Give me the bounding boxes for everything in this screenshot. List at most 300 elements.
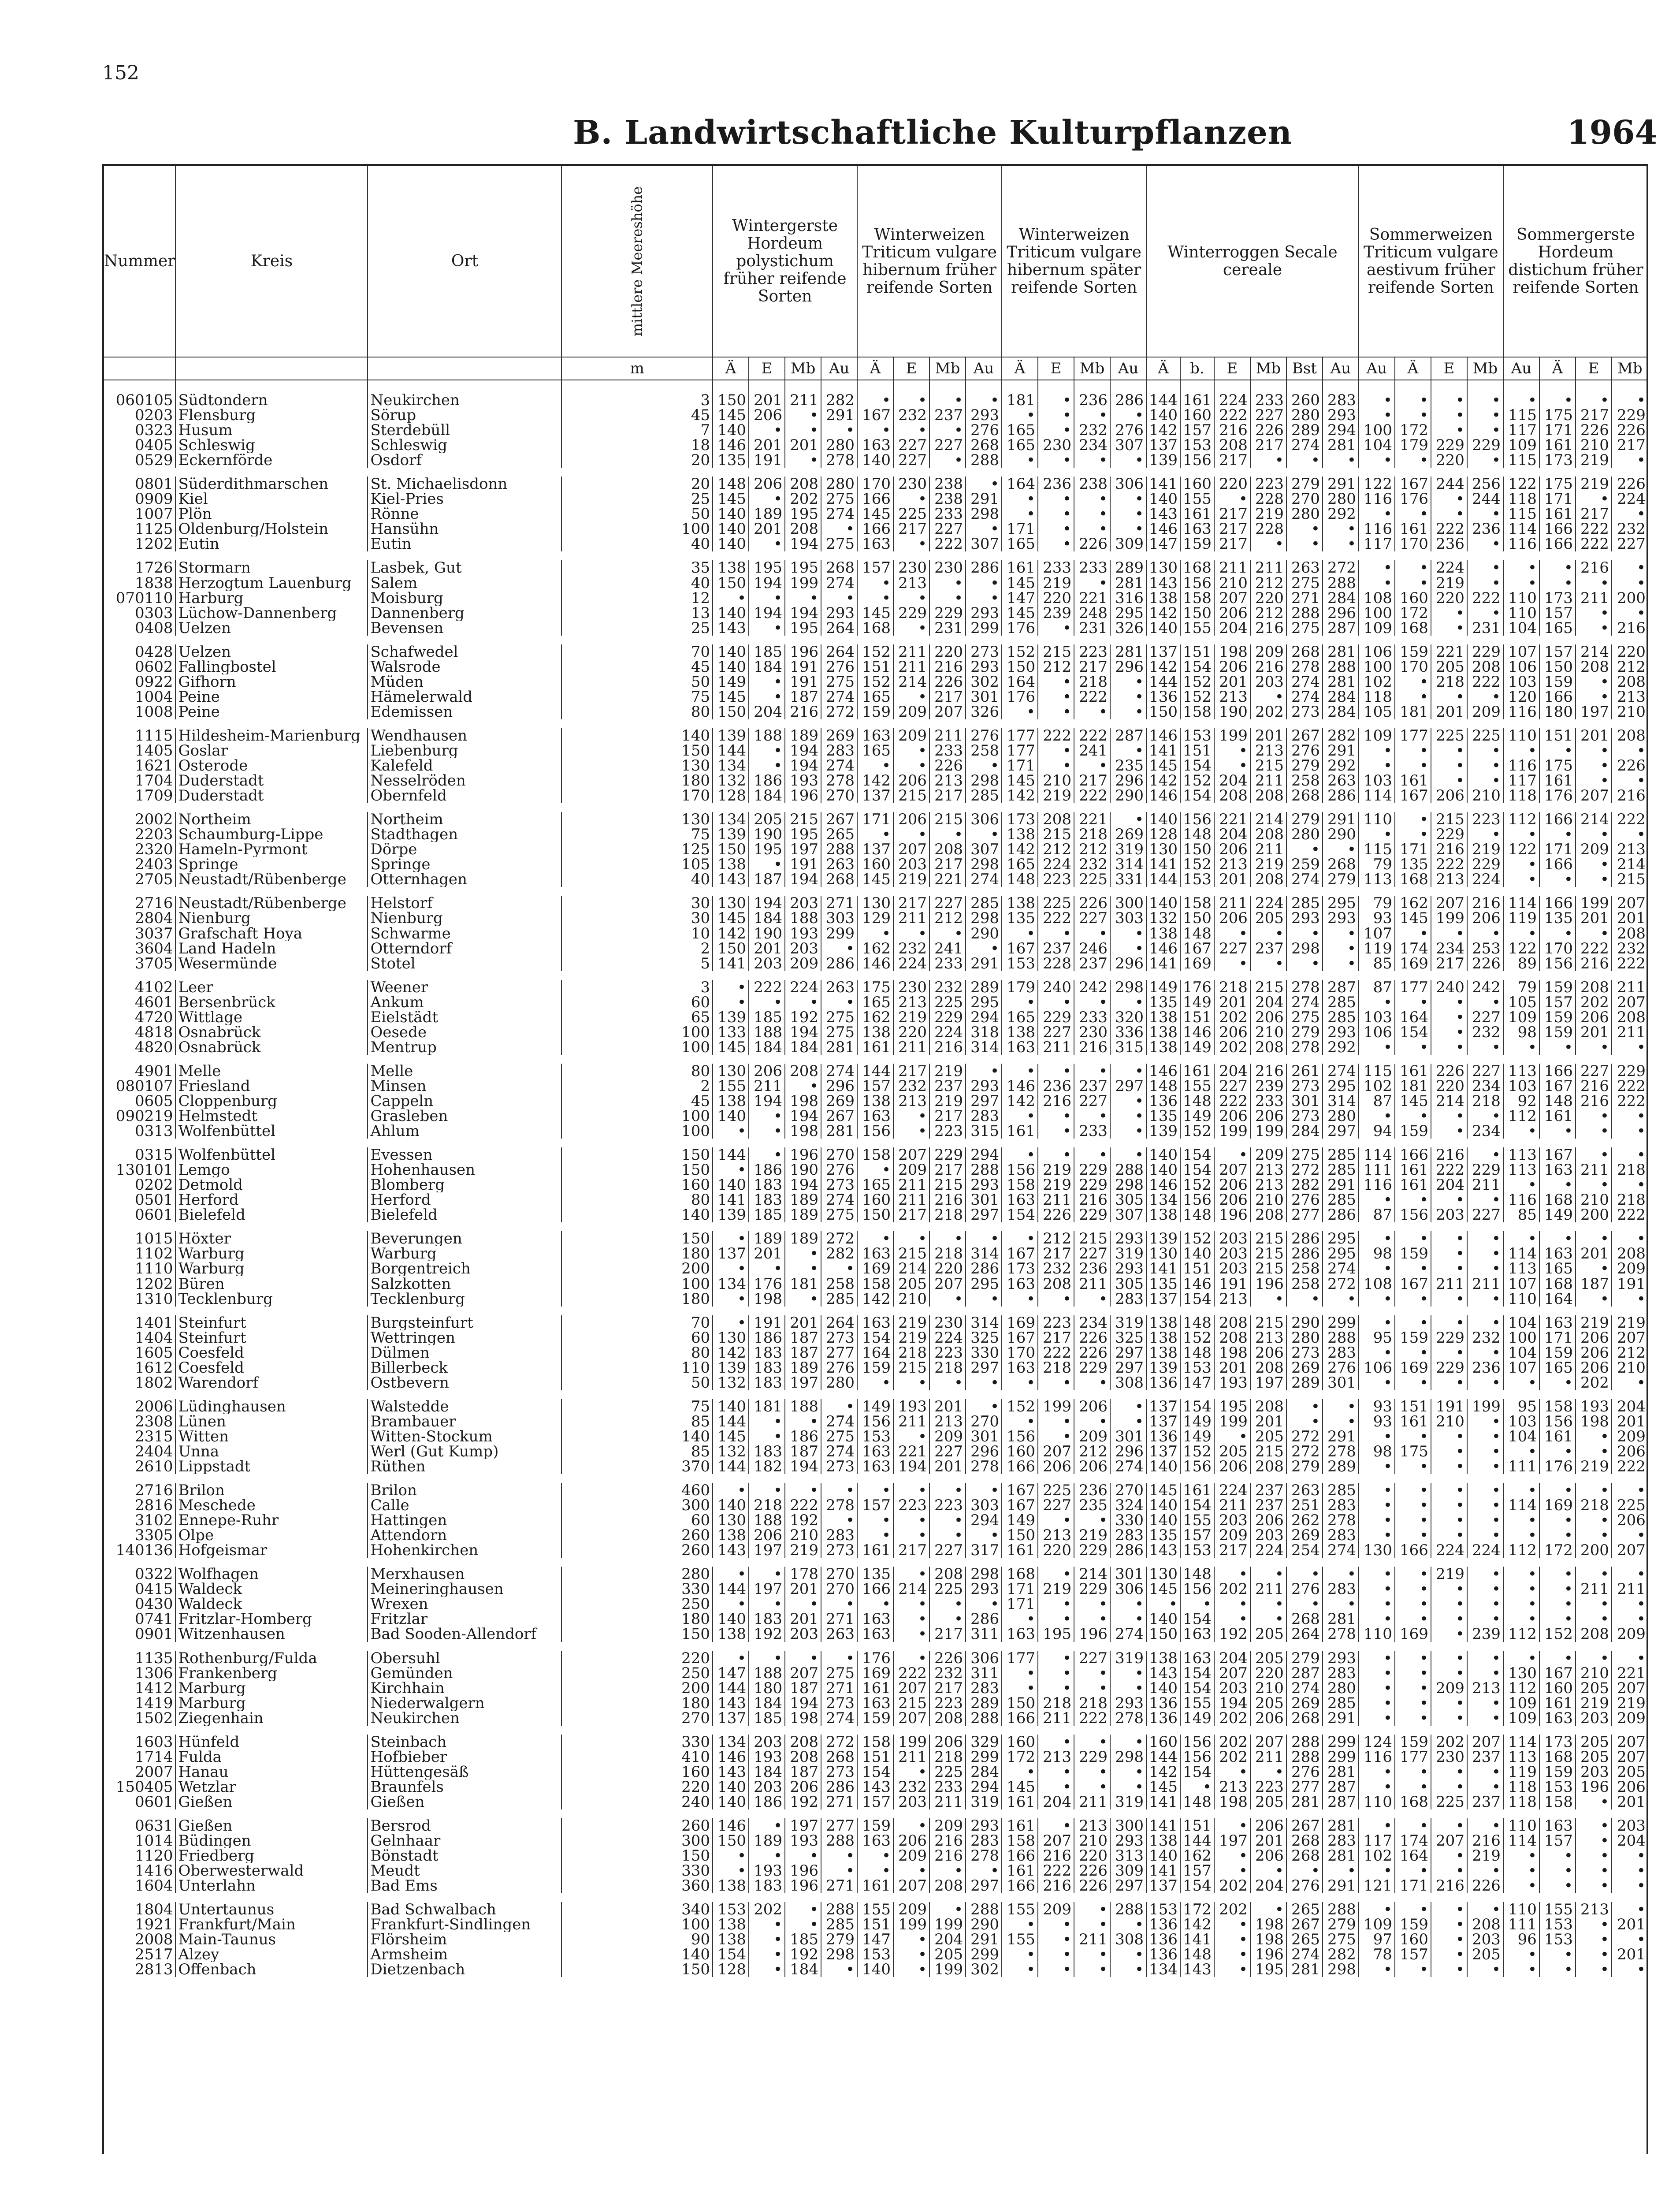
cell-value: 140 <box>1146 1147 1180 1162</box>
cell-value: 263 <box>1286 1483 1323 1498</box>
cell-kreis: Waldeck <box>175 1582 368 1597</box>
cell-value: • <box>1074 1612 1110 1627</box>
cell-value: • <box>1323 941 1359 956</box>
cell-value: 170 <box>1395 536 1431 551</box>
cell-value: 161 <box>1002 1863 1038 1878</box>
cell-value: 202 <box>1214 1711 1250 1726</box>
cell-kreis: Hanau <box>175 1765 368 1780</box>
cell-value: 211 <box>929 1794 966 1809</box>
cell-value: 198 <box>1214 644 1250 659</box>
cell-value: • <box>893 1932 929 1947</box>
cell-value: 109 <box>1503 1711 1539 1726</box>
cell-value: 230 <box>1431 1750 1467 1765</box>
cell-value: • <box>1467 1414 1503 1429</box>
cell-value: 112 <box>1503 1543 1539 1558</box>
cell-nummer: 090219 <box>115 1109 173 1124</box>
cell-value: 227 <box>929 896 966 911</box>
cell-value: 206 <box>1576 1010 1612 1025</box>
cell-value: 214 <box>893 1261 929 1276</box>
cell-value: 165 <box>1002 438 1038 453</box>
cell-value: • <box>1503 1040 1539 1055</box>
cell-hoehe: 70 <box>561 1315 713 1330</box>
cell-value: • <box>1431 773 1467 788</box>
cell-value: 194 <box>893 1459 929 1474</box>
cell-value: • <box>749 1818 785 1833</box>
cell-value: 196 <box>1250 1947 1286 1962</box>
cell-value: 225 <box>1074 872 1110 887</box>
cell-hoehe: 3 <box>561 980 713 995</box>
cell-value: 144 <box>713 1582 749 1597</box>
cell-value: 141 <box>1146 1863 1180 1878</box>
cell-value: 232 <box>893 1079 929 1094</box>
cell-value: • <box>1576 1917 1612 1932</box>
cell-value: 216 <box>1576 1094 1612 1109</box>
cell-value: 153 <box>1180 728 1214 743</box>
cell-value: • <box>1503 872 1539 887</box>
cell-value: 199 <box>893 1917 929 1932</box>
cell-value: 211 <box>1467 1276 1503 1291</box>
cell-value: 166 <box>1539 521 1576 536</box>
cell-value: 135 <box>1539 911 1576 926</box>
cell-value: 191 <box>785 857 821 872</box>
cell-value: 319 <box>1110 1315 1146 1330</box>
cell-value: • <box>893 1483 929 1498</box>
cell-value: • <box>1359 1696 1395 1711</box>
cell-value: 227 <box>1074 1651 1110 1666</box>
cell-value: • <box>1467 536 1503 551</box>
cell-value: 298 <box>1110 1177 1146 1192</box>
cell-value: • <box>1576 491 1612 506</box>
cell-value: 298 <box>966 911 1002 926</box>
cell-value: 119 <box>1503 1765 1539 1780</box>
cell-value: 201 <box>1250 1833 1286 1848</box>
cell-value: 163 <box>1539 1818 1576 1833</box>
cell-kreis: Hameln-Pyrmont <box>175 842 368 857</box>
cell-value: 208 <box>1250 872 1286 887</box>
cell-value: 121 <box>1359 1878 1395 1893</box>
cell-value: 150 <box>713 704 749 719</box>
cell-value: • <box>785 1292 821 1307</box>
table-row <box>104 1360 1648 1375</box>
cell-value: 222 <box>1612 1079 1648 1094</box>
cell-value: 151 <box>1180 1010 1214 1025</box>
cell-value: 149 <box>1002 1513 1038 1528</box>
cell-value: 238 <box>1074 477 1110 491</box>
cell-value: 171 <box>1539 842 1576 857</box>
cell-value: • <box>1074 1962 1110 1977</box>
table-row <box>104 1818 1648 1833</box>
cell-value: 217 <box>1214 453 1250 468</box>
cell-value: 204 <box>929 1932 966 1947</box>
cell-value: 228 <box>1250 521 1286 536</box>
cell-value: • <box>1110 689 1146 704</box>
table-row <box>104 926 1648 941</box>
cell-value: 222 <box>1038 1863 1074 1878</box>
cell-value: 207 <box>929 1276 966 1291</box>
cell-kreis: Land Hadeln <box>175 941 368 956</box>
cell-value: 193 <box>749 1750 785 1765</box>
cell-value: 213 <box>1612 689 1648 704</box>
table-row <box>104 1513 1648 1528</box>
cell-value: 186 <box>749 773 785 788</box>
cell-value: 195 <box>785 560 821 575</box>
cell-value: 87 <box>1359 1207 1395 1222</box>
cell-value: 277 <box>821 1345 857 1360</box>
cell-value: 235 <box>1074 1498 1110 1513</box>
cell-value: 191 <box>785 674 821 689</box>
cell-value: 217 <box>929 689 966 704</box>
cell-value: • <box>1359 1375 1395 1390</box>
cell-value: 156 <box>1395 1207 1431 1222</box>
cell-nummer: 3037 <box>134 926 173 941</box>
cell-value: 156 <box>1002 1429 1038 1444</box>
cell-value: 219 <box>1612 1696 1648 1711</box>
cell-value: 207 <box>1250 1735 1286 1750</box>
table-row <box>104 1962 1648 1977</box>
cell-value: 258 <box>1286 1276 1323 1291</box>
cell-value: 143 <box>713 1696 749 1711</box>
cell-value: • <box>1359 1902 1395 1917</box>
cell-kreis: Melle <box>175 1064 368 1079</box>
cell-value: 150 <box>1002 1696 1038 1711</box>
cell-value: 166 <box>857 521 893 536</box>
cell-value: 216 <box>1431 842 1467 857</box>
cell-value: 163 <box>857 1315 893 1330</box>
cell-value: 136 <box>1146 1932 1180 1947</box>
cell-value: 206 <box>1214 911 1250 926</box>
cell-value: • <box>1431 506 1467 521</box>
cell-value: 282 <box>1323 1947 1359 1962</box>
cell-value: • <box>1038 926 1074 941</box>
cell-value: 201 <box>929 1459 966 1474</box>
cell-value: 156 <box>1180 812 1214 827</box>
table-row <box>104 1696 1648 1711</box>
cell-value: • <box>966 1863 1002 1878</box>
cell-value: • <box>1002 1064 1038 1079</box>
cell-value: 146 <box>1180 1025 1214 1040</box>
cell-value: 307 <box>966 842 1002 857</box>
cell-value: • <box>1038 674 1074 689</box>
cell-value: 206 <box>1250 1345 1286 1360</box>
cell-value: 263 <box>1323 773 1359 788</box>
header-group-sommerweizen: Sommerweizen Triticum vulgare aestivum früher reifende Sorten <box>1359 166 1503 357</box>
cell-nummer: 4820 <box>134 1039 173 1055</box>
cell-value: 211 <box>1612 1025 1648 1040</box>
cell-value: 201 <box>1612 911 1648 926</box>
cell-hoehe: 140 <box>561 1947 713 1962</box>
cell-value: 161 <box>1002 560 1038 575</box>
cell-value: • <box>1431 1444 1467 1459</box>
cell-value: 227 <box>893 438 929 453</box>
cell-value: 135 <box>1146 1528 1180 1543</box>
cell-value: 268 <box>1286 788 1323 803</box>
cell-value: 155 <box>857 1902 893 1917</box>
cell-ort: Stadthagen <box>368 827 561 842</box>
cell-value: 201 <box>749 380 785 408</box>
cell-value: 205 <box>1576 1750 1612 1765</box>
cell-value: 211 <box>1038 1711 1074 1726</box>
cell-value: 277 <box>821 1818 857 1833</box>
cell-value: 181 <box>1395 1079 1431 1094</box>
cell-value: 229 <box>1431 827 1467 842</box>
cell-value: 237 <box>1467 1750 1503 1765</box>
cell-value: 238 <box>929 491 966 506</box>
cell-kreis: Ennepe-Ruhr <box>175 1513 368 1528</box>
cell-value: 179 <box>1395 438 1431 453</box>
cell-value: 145 <box>713 689 749 704</box>
cell-value: 203 <box>1250 1528 1286 1543</box>
cell-value: 208 <box>785 477 821 491</box>
cell-value: 217 <box>1214 536 1250 551</box>
cell-value: 116 <box>1503 536 1539 551</box>
cell-value: 140 <box>1146 1681 1180 1696</box>
cell-value: 138 <box>1146 1330 1180 1345</box>
cell-value: 217 <box>929 1109 966 1124</box>
cell-hoehe: 75 <box>561 827 713 842</box>
cell-value: • <box>1323 1414 1359 1429</box>
cell-value: 172 <box>1395 606 1431 621</box>
cell-value: • <box>1110 1780 1146 1794</box>
cell-value: 168 <box>1395 872 1431 887</box>
cell-value: 280 <box>1323 491 1359 506</box>
cell-value: 214 <box>1431 1094 1467 1109</box>
cell-value: 173 <box>1002 1261 1038 1276</box>
cell-value: 280 <box>1286 408 1323 423</box>
cell-value: 278 <box>1286 659 1323 674</box>
cell-value: 208 <box>785 1735 821 1750</box>
cell-value: 111 <box>1503 1459 1539 1474</box>
cell-value: • <box>785 591 821 606</box>
cell-value: • <box>1038 1947 1074 1962</box>
cell-value: 114 <box>1359 788 1395 803</box>
cell-value: 100 <box>1359 423 1395 438</box>
cell-value: 208 <box>1250 1399 1286 1414</box>
cell-value: • <box>1286 536 1323 551</box>
cell-value: 268 <box>821 1750 857 1765</box>
cell-value: 188 <box>749 1666 785 1681</box>
cell-value: 133 <box>713 1025 749 1040</box>
cell-value: • <box>1250 536 1286 551</box>
cell-value: 325 <box>966 1330 1002 1345</box>
cell-value: • <box>1002 1962 1038 1977</box>
cell-value: 104 <box>1503 1315 1539 1330</box>
cell-value: 203 <box>1214 1231 1250 1246</box>
cell-value: 207 <box>1612 896 1648 911</box>
cell-value: • <box>1214 743 1250 758</box>
cell-value: 140 <box>713 506 749 521</box>
cell-value: • <box>1576 1429 1612 1444</box>
cell-value: 138 <box>1002 1025 1038 1040</box>
cell-value: • <box>1467 1147 1503 1162</box>
cell-value: 194 <box>785 1459 821 1474</box>
cell-ort: Rüthen <box>368 1459 561 1474</box>
unit-header: E <box>1214 357 1250 380</box>
cell-hoehe: 18 <box>561 438 713 453</box>
cell-value: • <box>785 453 821 468</box>
cell-value: 109 <box>1503 1696 1539 1711</box>
cell-value: • <box>1467 1109 1503 1124</box>
cell-value: 118 <box>1503 491 1539 506</box>
cell-value: 215 <box>1612 872 1648 887</box>
cell-value: • <box>1539 1483 1576 1498</box>
cell-value: • <box>893 1429 929 1444</box>
cell-value: • <box>1074 1513 1110 1528</box>
cell-ort: Kalefeld <box>368 758 561 773</box>
cell-value: • <box>1038 1932 1074 1947</box>
cell-value: • <box>749 1147 785 1162</box>
cell-value: 169 <box>1395 956 1431 971</box>
cell-value: 211 <box>1467 1177 1503 1192</box>
cell-value: • <box>1431 1429 1467 1444</box>
cell-value: 203 <box>1214 1246 1250 1261</box>
cell-value: 301 <box>1323 1375 1359 1390</box>
cell-value: • <box>1539 1231 1576 1246</box>
cell-value: 275 <box>821 1666 857 1681</box>
cell-value: • <box>1467 1498 1503 1513</box>
cell-value: • <box>893 827 929 842</box>
cell-value: • <box>1110 408 1146 423</box>
cell-value: 205 <box>1250 1651 1286 1666</box>
cell-value: • <box>1431 1498 1467 1513</box>
cell-value: 206 <box>929 1735 966 1750</box>
cell-kreis: Main-Taunus <box>175 1932 368 1947</box>
cell-value: 296 <box>821 1079 857 1094</box>
cell-nummer: 1838 <box>134 575 173 591</box>
cell-value: 149 <box>1180 1040 1214 1055</box>
cell-value: 295 <box>1323 1231 1359 1246</box>
cell-kreis: Höxter <box>175 1231 368 1246</box>
cell-value: 154 <box>1180 1162 1214 1177</box>
cell-value: 285 <box>821 1917 857 1932</box>
cell-value: 106 <box>1359 1025 1395 1040</box>
cell-value: 226 <box>1074 1345 1110 1360</box>
cell-value: • <box>1395 1231 1431 1246</box>
cell-value: 217 <box>893 1543 929 1558</box>
cell-hoehe: 75 <box>561 1399 713 1414</box>
cell-value: 144 <box>1146 674 1180 689</box>
cell-value: 217 <box>1576 408 1612 423</box>
group-spacer <box>104 1139 1648 1147</box>
cell-value: 116 <box>1503 704 1539 719</box>
cell-value: 202 <box>1214 1735 1250 1750</box>
cell-value: 281 <box>1323 438 1359 453</box>
cell-ort: Obernfeld <box>368 788 561 803</box>
cell-value: 194 <box>785 1025 821 1040</box>
cell-value: 276 <box>1286 1765 1323 1780</box>
cell-value: • <box>893 1612 929 1627</box>
cell-value: 206 <box>1214 1459 1250 1474</box>
cell-value: • <box>1359 1513 1395 1528</box>
cell-nummer: 0901 <box>134 1627 173 1642</box>
cell-value: • <box>1612 1932 1648 1947</box>
cell-value: 148 <box>1180 1567 1214 1582</box>
cell-value: 210 <box>1250 1192 1286 1207</box>
cell-kreis: Wolfenbüttel <box>175 1147 368 1162</box>
cell-value: 130 <box>713 1330 749 1345</box>
cell-value: 265 <box>821 827 857 842</box>
cell-value: 163 <box>1002 1040 1038 1055</box>
cell-value: 214 <box>1250 812 1286 827</box>
cell-nummer: 1120 <box>134 1848 173 1864</box>
cell-ort: Meudt <box>368 1863 561 1878</box>
cell-value: 208 <box>1250 788 1286 803</box>
cell-value: 288 <box>966 453 1002 468</box>
cell-hoehe: 12 <box>561 591 713 606</box>
cell-value: 283 <box>1323 1666 1359 1681</box>
cell-value: 106 <box>1503 659 1539 674</box>
cell-value: 140 <box>1180 1246 1214 1261</box>
cell-value: • <box>1467 1863 1503 1878</box>
cell-value: 201 <box>785 1612 821 1627</box>
cell-value: 308 <box>1110 1375 1146 1390</box>
cell-value: 163 <box>857 1246 893 1261</box>
cell-value: 240 <box>1038 980 1074 995</box>
cell-value: • <box>1395 827 1431 842</box>
cell-value: 222 <box>893 1666 929 1681</box>
cell-value: • <box>1467 1246 1503 1261</box>
cell-value: 316 <box>1110 591 1146 606</box>
cell-value: 107 <box>1359 926 1395 941</box>
table-row <box>104 1459 1648 1474</box>
cell-value: 218 <box>1612 1162 1648 1177</box>
cell-value: 220 <box>1431 591 1467 606</box>
cell-value: 298 <box>1286 941 1323 956</box>
cell-value: 230 <box>1038 438 1074 453</box>
cell-value: 217 <box>929 1627 966 1642</box>
header-group-row <box>104 166 1648 357</box>
cell-kreis: Frankenberg <box>175 1666 368 1681</box>
cell-value: • <box>1612 1528 1648 1543</box>
cell-value: • <box>1180 1597 1214 1612</box>
cell-value: 283 <box>966 1109 1002 1124</box>
cell-value: • <box>857 576 893 591</box>
cell-value: • <box>929 423 966 438</box>
cell-value: 143 <box>1146 576 1180 591</box>
cell-kreis: Osnabrück <box>175 1025 368 1040</box>
unit-header: m <box>561 357 713 380</box>
cell-ort: Springe <box>368 857 561 872</box>
cell-value: 202 <box>1214 1582 1250 1597</box>
cell-value: 232 <box>1612 521 1648 536</box>
cell-value: 120 <box>1503 689 1539 704</box>
cell-value: 141 <box>1180 1932 1214 1947</box>
cell-value: • <box>929 827 966 842</box>
cell-value: 118 <box>1503 788 1539 803</box>
cell-value: 286 <box>1286 1246 1323 1261</box>
cell-value: 102 <box>1359 1848 1395 1863</box>
cell-value: 95 <box>1359 1330 1395 1345</box>
cell-value: 276 <box>1110 423 1146 438</box>
cell-kreis: Oberwesterwald <box>175 1863 368 1878</box>
cell-hoehe: 180 <box>561 1612 713 1627</box>
cell-value: 151 <box>1395 1399 1431 1414</box>
cell-value: • <box>1002 1666 1038 1681</box>
cell-value: • <box>749 423 785 438</box>
cell-value: 230 <box>929 560 966 575</box>
cell-value: 149 <box>1180 1711 1214 1726</box>
cell-value: • <box>1395 380 1431 408</box>
cell-value: • <box>1323 1292 1359 1307</box>
cell-value: 224 <box>1467 1543 1503 1558</box>
cell-value: 116 <box>1359 1750 1395 1765</box>
cell-value: 119 <box>1359 941 1395 956</box>
cell-value: 217 <box>1038 1246 1074 1261</box>
cell-value: • <box>1214 758 1250 773</box>
cell-value: 217 <box>929 788 966 803</box>
cell-value: 149 <box>1146 980 1180 995</box>
cell-value: • <box>1074 1917 1110 1932</box>
cell-value: • <box>1214 1567 1250 1582</box>
